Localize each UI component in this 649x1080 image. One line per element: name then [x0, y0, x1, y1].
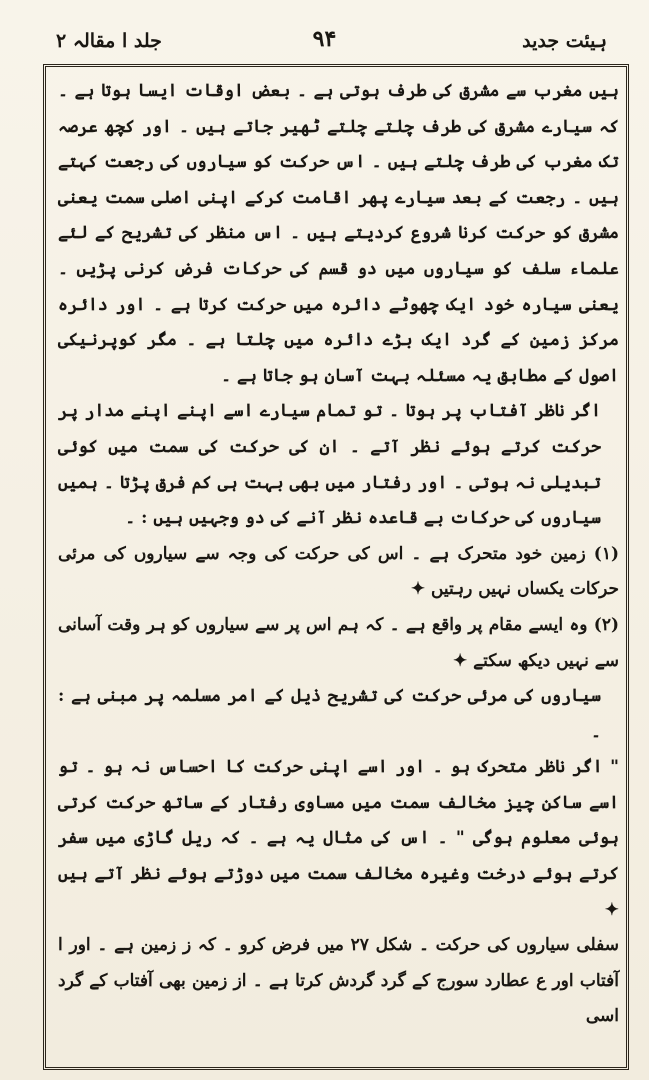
page-body: [58, 74, 619, 1060]
page-header: [20, 22, 629, 64]
paragraph: اگر ناظر آفتاب پر ہوتا ۔ تو تمام سیارے اسے اپنے اپنے مدار پر حرکت کرتے ہوئے نظر آتے ۔ ان کی حرکت کی سمت میں کوئی تبدیلی نہ ہوتی ۔ اور رفتار میں بھی بہت ہی کم فرق پڑتا ۔ ہمیں سیاروں کی حرکات بے قاعدہ نظر آنے کی دو وجہیں ہیں : ۔: [58, 401, 601, 529]
list-item: (۲) وہ ایسے مقام پر واقع ہے ۔ کہ ہم اس پر سے سیاروں کو ہر وقت آسانی سے نہیں دیکھ سکتے ✦: [58, 614, 619, 671]
volume-article-label: جلد ا مقالہ ۲: [56, 30, 162, 52]
list-item: (۱) زمین خود متحرک ہے ۔ اس کی حرکت کی وجہ سے سیاروں کی مرئی حرکات یکساں نہیں رہتیں ✦: [58, 543, 619, 600]
paragraph: سفلی سیاروں کی حرکت ۔ شکل ۲۷ میں فرض کرو ۔ کہ ز زمین ہے ۔ اور ا آفتاب اور ع عطارد سورج کے گرد گردش کرتا ہے ۔ از زمین بھی آفتاب کے گرد اسی: [58, 935, 619, 1027]
quoted-principle: " اگر ناظر متحرک ہو ۔ اور اسے اپنی حرکت کا احساس نہ ہو ۔ تو اسے ساکن چیز مخالف سمت میں مساوی رفتار کے ساتھ حرکت کرتی ہوئی معلوم ہوگی " ۔ اس کی مثال یہ ہے ۔ کہ ریل گاڑی میں سفر کرتے ہوئے درخت وغیرہ مخالف سمت میں دوڑتے ہوئے نظر آتے ہیں ✦: [58, 757, 619, 920]
book-title: ہیئت جدید: [522, 30, 607, 52]
paragraph: سیاروں کی مرئی حرکت کی تشریح ذیل کے امر مسلمہ پر مبنی ہے : ۔: [58, 686, 601, 742]
page-number: ۹۴: [312, 26, 337, 52]
paragraph: ہیں مغرب سے مشرق کی طرف ہوتی ہے ۔ بعض اوقات ایسا ہوتا ہے ۔ کہ سیارے مشرق کی طرف چلتے چلتے ٹھیر جاتے ہیں ۔ اور کچھ عرصہ تک مغرب کی طرف چلتے ہیں ۔ اس حرکت کو سیاروں کی رجعت کہتے ہیں ۔ رجعت کے بعد سیارے پھر اقامت کرکے اپنی اصلی سمت یعنی مشرق کو حرکت کرنا شروع کردیتے ہیں ۔ اس منظر کی تشریح کے لئے علماء سلف کو سیاروں میں دو قسم کی حرکات فرض کرنی پڑیں ۔ یعنی سیارہ خود ایک چھوٹے دائرہ میں حرکت کرتا ہے ۔ اور دائرہ مرکز زمین کے گرد ایک بڑے دائرہ میں چلتا ہے ۔ مگر کوپرنیکی اصول کے مطابق یہ مسئلہ بہت آسان ہو جاتا ہے ۔: [58, 81, 619, 386]
